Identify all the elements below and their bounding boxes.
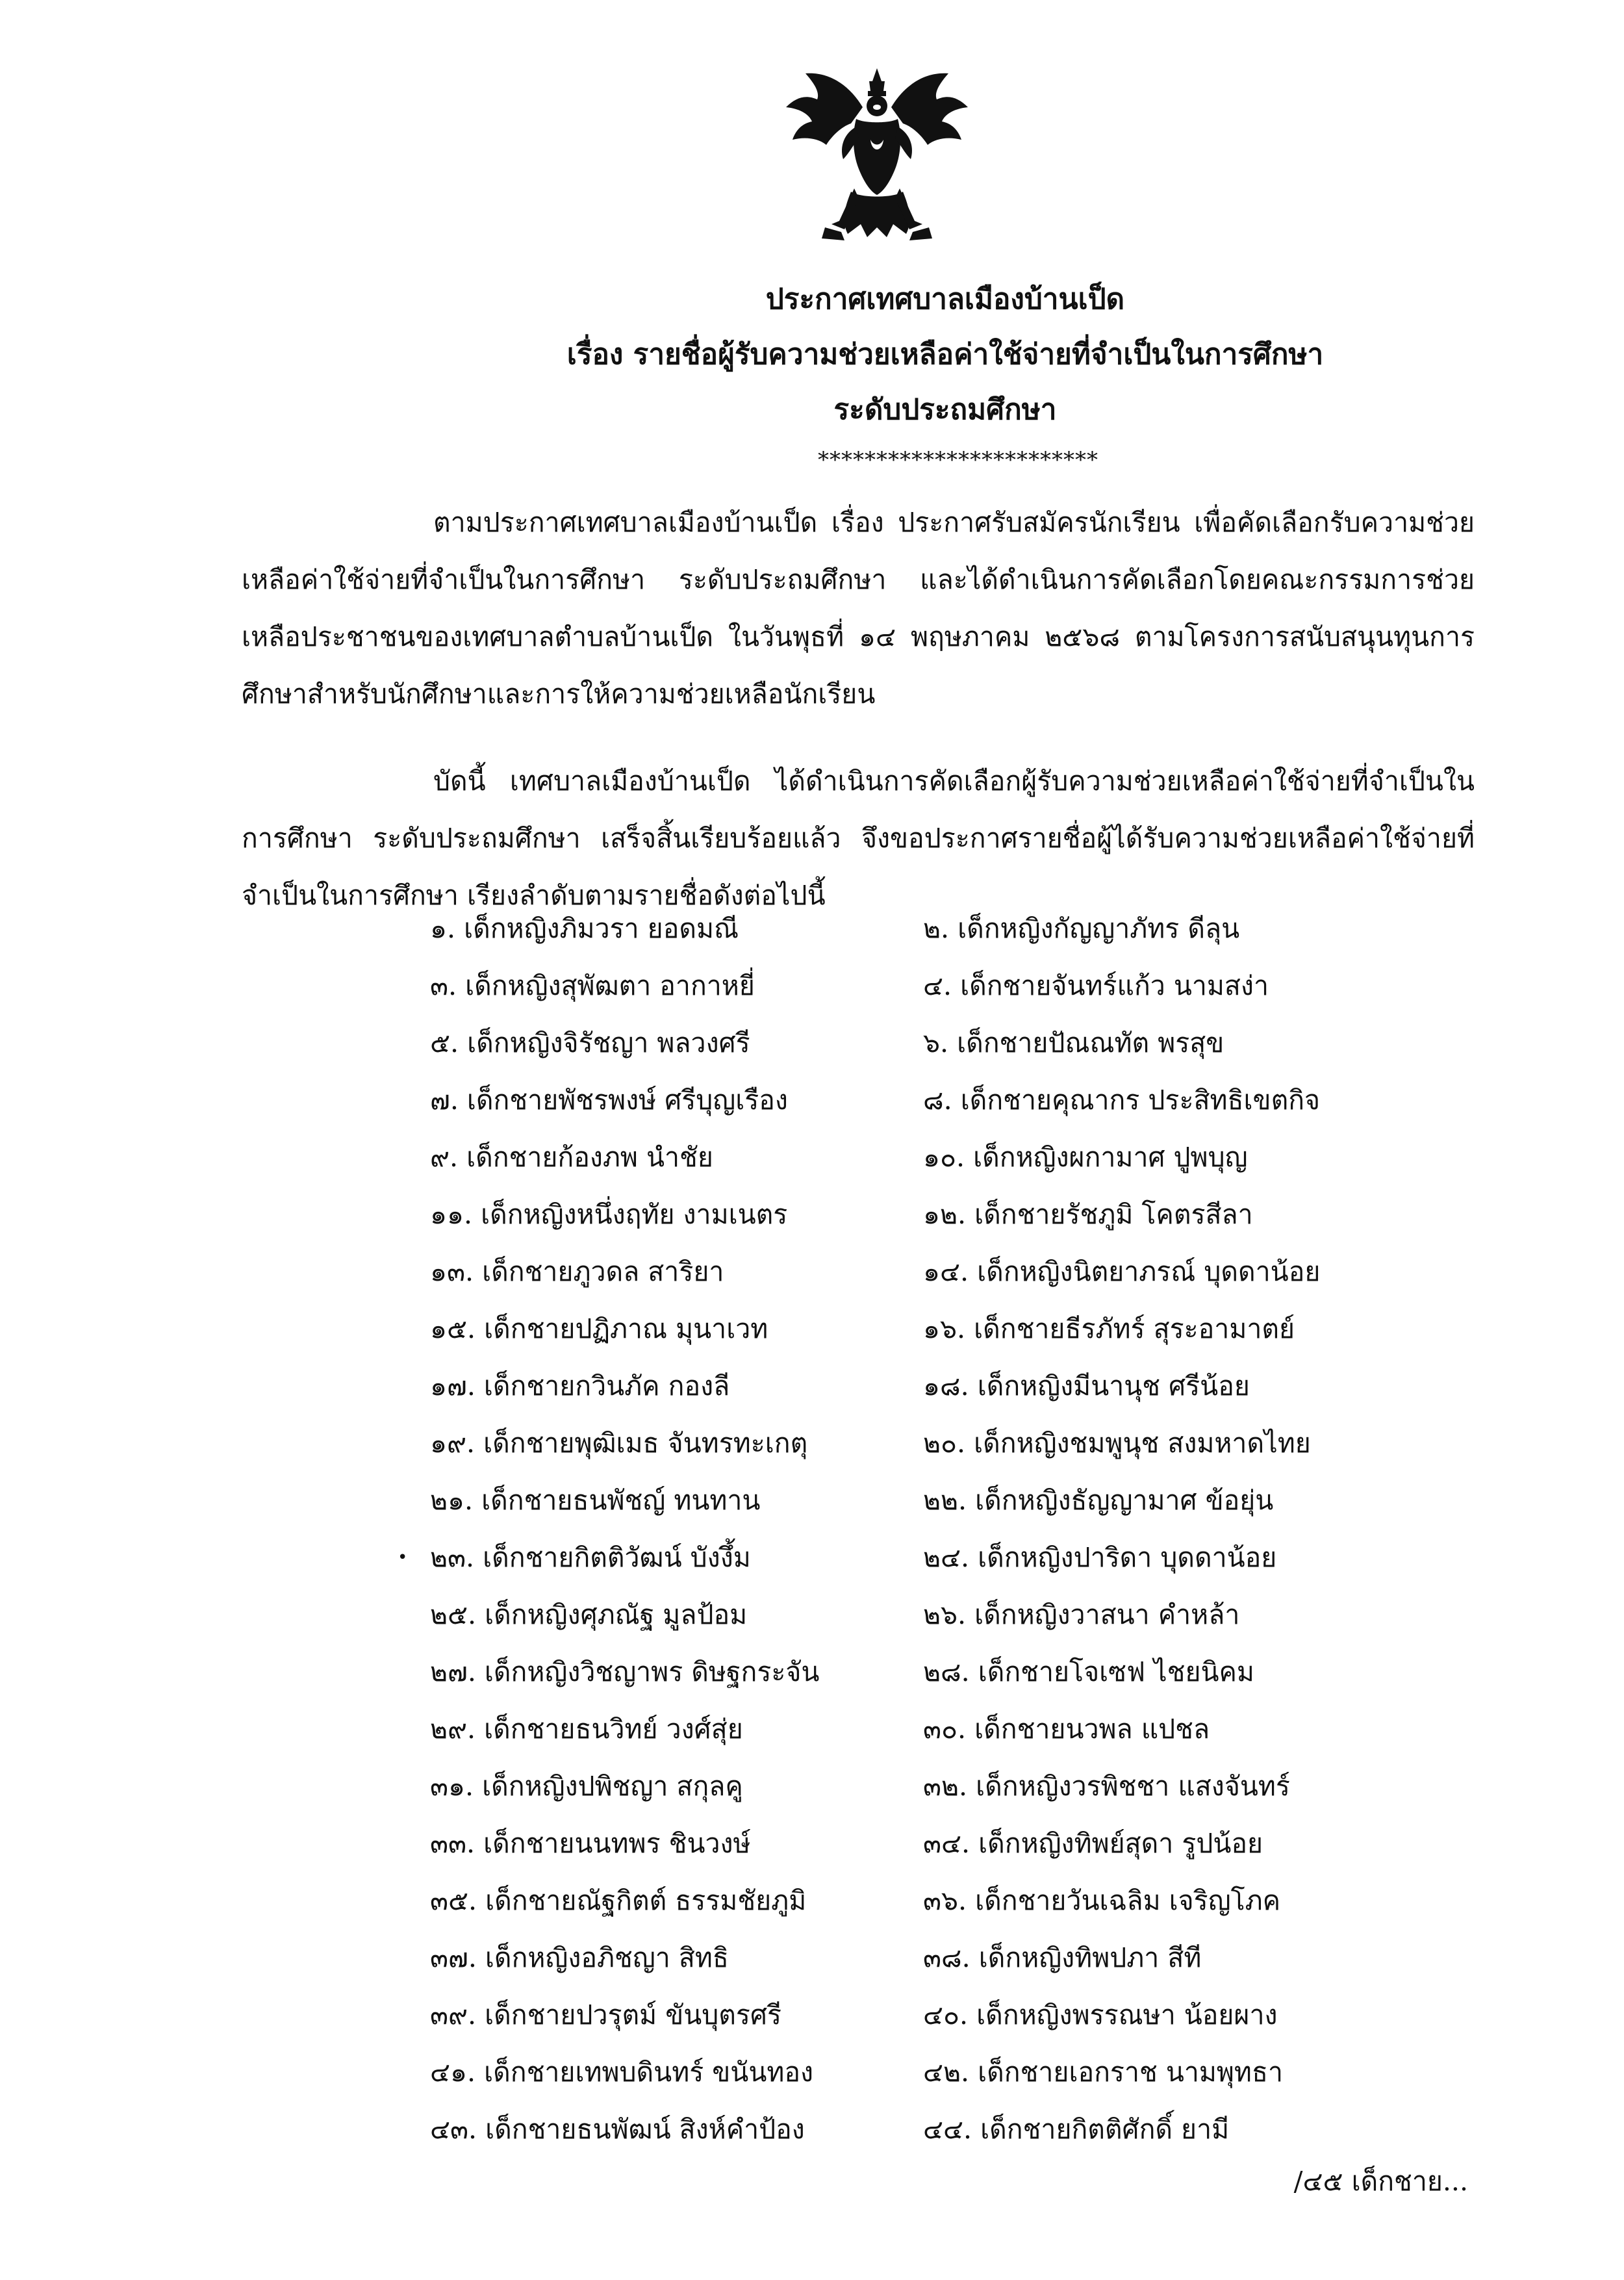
list-item: ๓๘. เด็กหญิงทิพปภา สีที xyxy=(923,1942,1202,1973)
list-item: ๒๙. เด็กชายธนวิทย์ วงศ์สุ่ย xyxy=(430,1713,743,1745)
list-row xyxy=(0,900,1624,957)
list-item: ๑๕. เด็กชายปฏิภาณ มุนาเวท xyxy=(430,1313,768,1344)
list-row xyxy=(0,1586,1624,1643)
list-item: ๘. เด็กชายคุณากร ประสิทธิเขตกิจ xyxy=(923,1084,1321,1116)
list-item: ๖. เด็กชายปัณณทัต พรสุข xyxy=(923,1027,1224,1058)
list-item: ๑๒. เด็กชายรัชภูมิ โคตรสีลา xyxy=(923,1199,1253,1230)
list-item: ๑๗. เด็กชายกวินภัค กองลี xyxy=(430,1370,730,1402)
list-row xyxy=(0,1243,1624,1300)
body-paragraph: บัดนี้ เทศบาลเมืองบ้านเป็ด ได้ดำเนินการคัดเลือกผู้รับความช่วยเหลือค่าใช้จ่ายที่จำเป็นในการศึกษา ระดับประถมศึกษา เสร็จสิ้นเรียบร้อยแล้ว จึงขอประกาศรายชื่อผู้ได้รับความช่วยเหลือค่าใช้จ่ายที่จำเป็นในการศึกษา เรียงลำดับตามรายชื่อดังต่อไปนี้ xyxy=(242,765,1475,911)
list-item: ๓๔. เด็กหญิงทิพย์สุดา รูปน้อย xyxy=(923,1828,1263,1859)
list-row xyxy=(0,1129,1624,1186)
list-item: ๑๔. เด็กหญิงนิตยาภรณ์ บุดดาน้อย xyxy=(923,1256,1321,1287)
list-row xyxy=(0,1071,1624,1129)
list-item: ๔๐. เด็กหญิงพรรณษา น้อยผาง xyxy=(923,1999,1278,2030)
list-item: ๒๕. เด็กหญิงศุภณัฐ มูลป้อม xyxy=(430,1599,748,1630)
list-item: ๓๓. เด็กชายนนทพร ชินวงษ์ xyxy=(430,1828,751,1859)
list-item: ๒๓. เด็กชายกิตติวัฒน์ บังงึ้ม xyxy=(430,1542,751,1573)
list-item: ๔๒. เด็กชายเอกราช นามพุทธา xyxy=(923,2056,1284,2088)
list-row xyxy=(0,1014,1624,1071)
list-row xyxy=(0,1986,1624,2043)
list-row xyxy=(0,1929,1624,1986)
list-item: ๑๓. เด็กชายภูวดล สาริยา xyxy=(430,1256,724,1287)
title-line: เรื่อง รายชื่อผู้รับความช่วยเหลือค่าใช้จ่ายที่จำเป็นในการศึกษา xyxy=(566,338,1324,371)
list-item: ๒๒. เด็กหญิงธัญญามาศ ข้อยุ่น xyxy=(923,1485,1274,1516)
list-row xyxy=(0,1700,1624,1758)
list-item: ๔๔. เด็กชายกิตติศักดิ์ ยามี xyxy=(923,2114,1230,2145)
title-separator: ************************ xyxy=(818,447,1098,473)
list-item: ๓๒. เด็กหญิงวรพิชชา แสงจันทร์ xyxy=(923,1771,1290,1802)
list-item: ๔๓. เด็กชายธนพัฒน์ สิงห์คำป้อง xyxy=(430,2114,805,2145)
list-row xyxy=(0,1529,1624,1586)
list-item: ๓. เด็กหญิงสุพัฒตา อากาหยี่ xyxy=(430,970,755,1001)
list-row xyxy=(0,1415,1624,1472)
list-row xyxy=(0,2043,1624,2101)
body-paragraph: ตามประกาศเทศบาลเมืองบ้านเป็ด เรื่อง ประกาศรับสมัครนักเรียน เพื่อคัดเลือกรับความช่วยเหลือค่าใช้จ่ายที่จำเป็นในการศึกษา ระดับประถมศึกษา และได้ดำเนินการคัดเลือกโดยคณะกรรมการช่วยเหลือประชาชนของเทศบาลตำบลบ้านเป็ด ในวันพุธที่ ๑๔ พฤษภาคม ๒๕๖๘ ตามโครงการสนับสนุนทุนการศึกษาสำหรับนักศึกษาและการให้ความช่วยเหลือนักเรียน xyxy=(242,507,1475,710)
announcement-title xyxy=(0,272,1624,437)
list-item: ๓๑. เด็กหญิงปพิชญา สกุลคู xyxy=(430,1771,743,1802)
list-item: ๗. เด็กชายพัชรพงษ์ ศรีบุญเรือง xyxy=(430,1084,788,1116)
list-item: ๑. เด็กหญิงภิมวรา ยอดมณี xyxy=(430,913,739,944)
list-item: ๒๖. เด็กหญิงวาสนา คำหล้า xyxy=(923,1599,1240,1630)
list-item: ๑๖. เด็กชายธีรภัทร์ สุระอามาตย์ xyxy=(923,1313,1295,1344)
margin-tick-mark: • xyxy=(398,1548,408,1567)
list-item: ๒๑. เด็กชายธนพัชญ์ ทนทาน xyxy=(430,1485,761,1516)
list-row xyxy=(0,1472,1624,1529)
list-item: ๙. เด็กชายก้องภพ นำชัย xyxy=(430,1142,713,1173)
list-item: ๑๙. เด็กชายพุฒิเมธ จันทรทะเกตุ xyxy=(430,1428,808,1459)
garuda-emblem-icon xyxy=(780,62,974,253)
title-line: ระดับประถมศึกษา xyxy=(833,393,1057,426)
list-item: ๒๗. เด็กหญิงวิชญาพร ดิษฐกระจัน xyxy=(430,1656,820,1687)
list-item: ๓๙. เด็กชายปวรุตม์ ขันบุตรศรี xyxy=(430,1999,781,2030)
page-continuation-note: /๔๕ เด็กชาย... xyxy=(1293,2166,1468,2197)
list-row xyxy=(0,1357,1624,1415)
list-item: ๕. เด็กหญิงจิรัชญา พลวงศรี xyxy=(430,1027,750,1058)
list-item: ๑๐. เด็กหญิงผกามาศ ปูพบุญ xyxy=(923,1142,1248,1173)
list-row xyxy=(0,1300,1624,1357)
list-item: ๒๐. เด็กหญิงชมพูนุช สงมหาดไทย xyxy=(923,1428,1311,1459)
list-item: ๑๘. เด็กหญิงมีนานุช ศรีน้อย xyxy=(923,1370,1250,1402)
list-row xyxy=(0,1758,1624,1815)
list-item: ๔๑. เด็กชายเทพบดินทร์ ขนันทอง xyxy=(430,2056,814,2088)
list-item: ๓๐. เด็กชายนวพล แปชล xyxy=(923,1713,1210,1745)
list-item: ๓๗. เด็กหญิงอภิชญา สิทธิ xyxy=(430,1942,729,1973)
list-item: ๑๑. เด็กหญิงหนึ่งฤทัย งามเนตร xyxy=(430,1199,788,1230)
list-row xyxy=(0,957,1624,1014)
list-item: ๒๔. เด็กหญิงปาริดา บุดดาน้อย xyxy=(923,1542,1277,1573)
list-item: ๒๘. เด็กชายโจเซฟ ไชยนิคม xyxy=(923,1656,1254,1687)
list-row xyxy=(0,1872,1624,1929)
list-item: ๓๕. เด็กชายณัฐกิตต์ ธรรมชัยภูมิ xyxy=(430,1885,807,1916)
list-item: ๒. เด็กหญิงกัญญาภัทร ดีลุน xyxy=(923,913,1240,944)
list-row xyxy=(0,1815,1624,1872)
list-item: ๔. เด็กชายจันทร์แก้ว นามสง่า xyxy=(923,970,1269,1001)
list-item: ๓๖. เด็กชายวันเฉลิม เจริญโภค xyxy=(923,1885,1281,1916)
title-line: ประกาศเทศบาลเมืองบ้านเป็ด xyxy=(765,283,1125,316)
list-row xyxy=(0,1643,1624,1700)
list-row xyxy=(0,2101,1624,2158)
list-row xyxy=(0,1186,1624,1243)
recipient-list xyxy=(0,900,1624,2158)
